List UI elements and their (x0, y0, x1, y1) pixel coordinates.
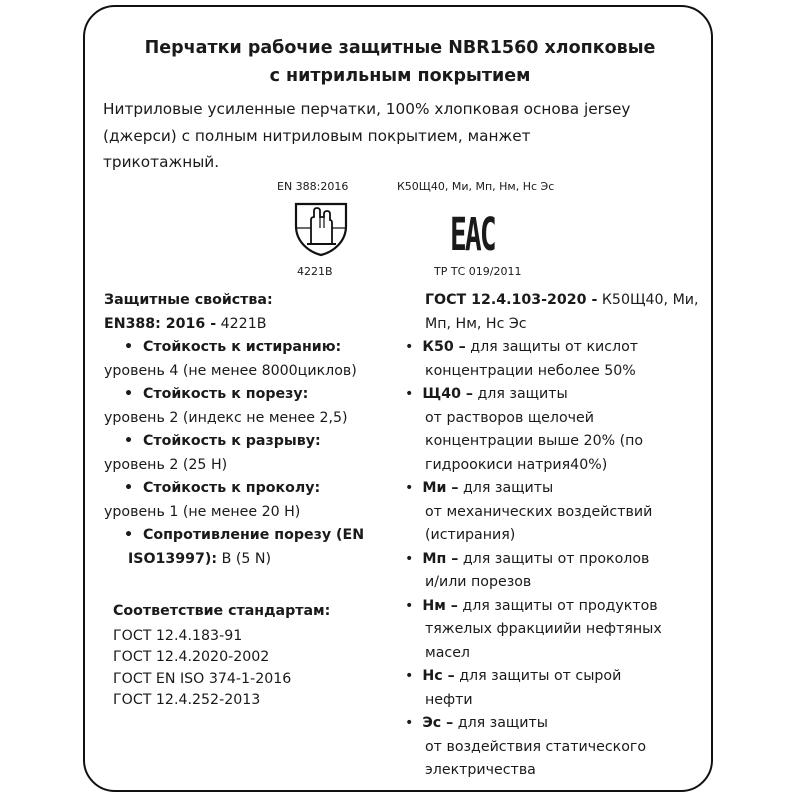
property-value: уровень 2 (25 Н) (104, 456, 228, 473)
page-title-line2: с нитрильным покрытием (269, 66, 531, 86)
gost-codes-label: К50Щ40, Ми, Мп, Нм, Нс Эс (397, 180, 555, 193)
standards-list (113, 601, 330, 712)
property-name: • Сопротивление порезу (EN (124, 527, 365, 543)
eac-regulation-label: ТР ТС 019/2011 (434, 265, 522, 278)
code-item: • Эс – для защиты (405, 715, 548, 731)
code-item: • Мп – для защиты от проколов (405, 550, 650, 567)
property-name: • Стойкость к проколу: (124, 480, 321, 496)
property-name: • Стойкость к истиранию: (124, 339, 342, 355)
property-name: • Стойкость к порезу: (124, 386, 309, 402)
standard-item: ГОСТ 12.4.252-2013 (113, 692, 261, 708)
code-item: • Нс – для защиты от сырой (405, 668, 622, 684)
intro-text (103, 96, 703, 176)
en388-label: EN 388:2016 (277, 180, 349, 193)
property-name: • Стойкость к разрыву: (124, 433, 321, 449)
code-item: • Щ40 – для защиты (405, 386, 568, 402)
intro-line: Нитриловые усиленные перчатки, 100% хлопковая основа jersey (103, 100, 631, 118)
standard-item: ГОСТ 12.4.2020-2002 (113, 649, 270, 665)
property-value: уровень 1 (не менее 20 Н) (104, 503, 301, 520)
code-item: • К50 – для защиты от кислот (405, 339, 639, 355)
standards-heading: Соответствие стандартам: (113, 603, 331, 619)
page-title-line1: Перчатки рабочие защитные NBR1560 хлопковые (144, 38, 656, 58)
property-value: уровень 2 (индекс не менее 2,5) (104, 409, 348, 426)
gost-prefix: ГОСТ 12.4.103-2020 - (425, 292, 598, 308)
eac-mark-icon: EAC (450, 208, 495, 261)
protective-properties (104, 289, 364, 571)
protective-glove-shield-icon (291, 198, 351, 258)
en388-code: 4221B (297, 265, 333, 278)
property-value: ISO13997): B (5 N) (128, 550, 272, 567)
gost-codes-legend: ГОСТ 12.4.103-2020 - К50Щ40, Ми, Мп, Нм, Нс Эс • К50 – для защиты от кислот концентрации неболее 50% • Щ40 – для защиты от растворов щелочей концентрации выше 20% (по гидроокиси натрия40%) • Ми – для защиты от механических воздействий (истирания) • Мп – для защиты от проколов и/или порезов • Нм – для защиты от продуктов тяжелых фракциийи нефтяных масел • Нс – для защиты от сырой нефти • Эс – для защиты от воздействия статического электричества (405, 292, 699, 778)
property-value: уровень 4 (не менее 8000циклов) (104, 362, 357, 379)
code-item: • Ми – для защиты (405, 480, 554, 496)
intro-line: (джерси) с полным нитриловым покрытием, манжет (103, 126, 531, 145)
standard-item: ГОСТ EN ISO 374-1-2016 (113, 670, 292, 687)
code-item: • Нм – для защиты от продуктов (405, 597, 658, 614)
standard-item: ГОСТ 12.4.183-91 (113, 627, 243, 644)
en388-value: 4221B (216, 315, 267, 332)
intro-line: трикотажный. (103, 153, 220, 171)
properties-heading: Защитные свойства: (104, 292, 273, 308)
en388-prefix: EN388: 2016 - (104, 315, 217, 332)
